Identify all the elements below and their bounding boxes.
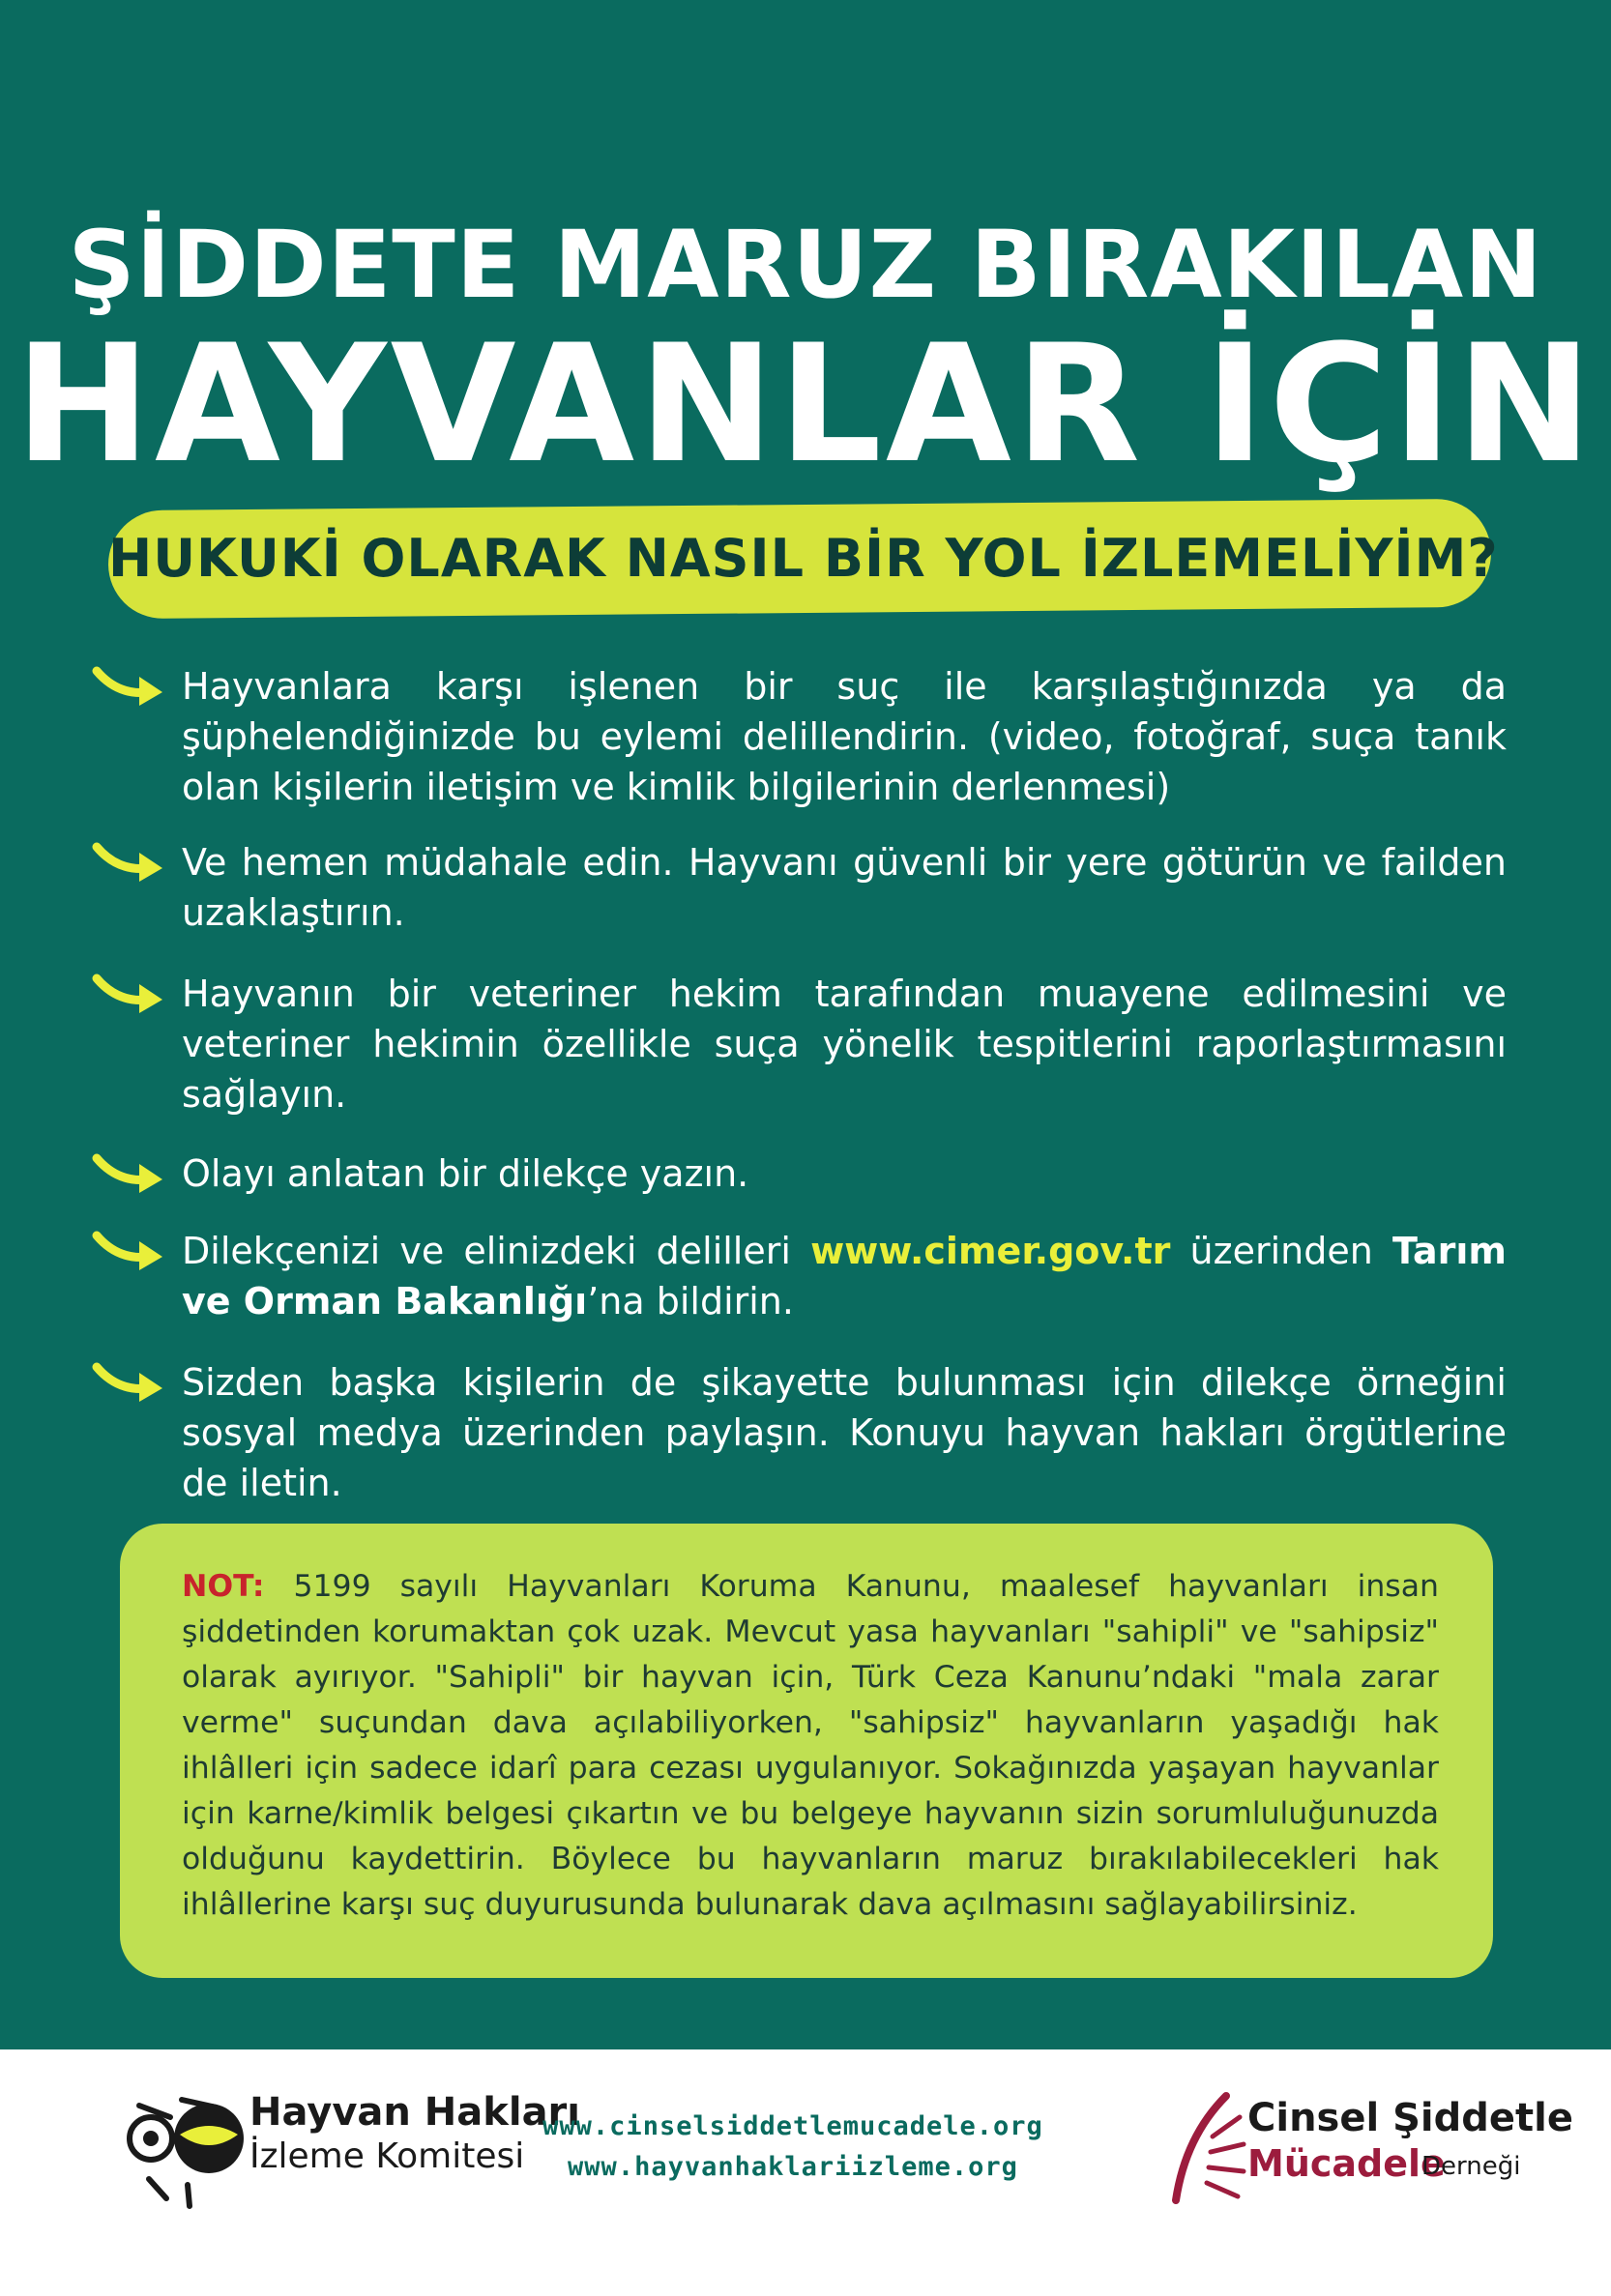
website-link[interactable]: www.cinselsiddetlemucadele.org (542, 2111, 1043, 2141)
curved-arrow-icon (89, 965, 178, 1019)
right-org-name: Cinsel Şiddetle (1247, 2096, 1573, 2140)
curved-arrow-icon (89, 833, 178, 887)
right-org-suffix: Derneği (1421, 2152, 1521, 2181)
step-text: Olayı anlatan bir dilekçe yazın. (182, 1152, 749, 1195)
curved-arrow-icon (89, 1145, 178, 1199)
step-text-part: ’na bildirin. (587, 1280, 794, 1322)
left-org-subname: İzleme Komitesi (249, 2136, 525, 2176)
step-text: Hayvanlara karşı işlenen bir suç ile karşılaştığınızda ya da şüphelendiğinizde bu eylemi delillendirin. (video, fotoğraf, suça tanık olan kişilerin iletişim ve kimlik bilgilerinin derlenmesi) (182, 665, 1507, 808)
title-line-2: HAYVANLAR İÇİN (15, 309, 1596, 499)
cimer-link[interactable]: www.cimer.gov.tr (810, 1230, 1171, 1272)
note-text (182, 1564, 1439, 1928)
step-text-part: Dilekçenizi ve elinizdeki delilleri (182, 1230, 811, 1272)
note-label: NOT: (182, 1569, 265, 1604)
curved-arrow-icon (89, 1353, 178, 1408)
curved-arrow-icon (89, 657, 178, 712)
step-text: Ve hemen müdahale edin. Hayvanı güvenli bir yere götürün ve failden uzaklaştırın. (182, 841, 1507, 934)
step-text (182, 1226, 1507, 1326)
right-org-name-accent: Mücadele (1247, 2142, 1446, 2185)
website-link[interactable]: www.hayvanhaklariizleme.org (568, 2152, 1018, 2182)
step-text-part: üzerinden (1170, 1230, 1392, 1272)
fan-lines-icon (1157, 2078, 1253, 2223)
ministry-name: Tarım ve Orman Bakanlığı (182, 1230, 1507, 1322)
step-text: Hayvanın bir veteriner hekim tarafından muayene edilmesini ve veteriner hekimin özellikle suça yönelik tespitlerini raporlaştırmasını sağlayın. (182, 973, 1507, 1116)
title-line-1: ŞİDDETE MARUZ BIRAKILAN (68, 211, 1543, 319)
step-text: Sizden başka kişilerin de şikayette bulunması için dilekçe örneğini sosyal medya üzerinden paylaşın. Konuyu hayvan hakları örgütlerine de iletin. (182, 1361, 1507, 1504)
note-body: 5199 sayılı Hayvanları Koruma Kanunu, maalesef hayvanları insan şiddetinden korumaktan çok uzak. Mevcut yasa hayvanları "sahipli" ve "sahipsiz" olarak ayırıyor. "Sahipli" bir hayvan için, Türk Ceza Kanunu’ndaki "mala zarar verme" suçundan dava açılabiliyorken, "sahipsiz" hayvanların yaşadığı hak ihlâlleri için sadece idarî para cezası uygulanıyor. Sokağınızda yaşayan hayvanlar için karne/kimlik belgesi çıkartın ve bu belgeye hayvanın sizin sorumluluğunuzda olduğunu kaydettirin. Böylece bu hayvanların maruz bırakılabilecekleri hak ihlâllerine karşı suç duyurusunda bulunarak dava açılmasını sağlayabilirsiniz. (182, 1569, 1439, 1922)
curved-arrow-icon (89, 1222, 178, 1276)
subtitle: HUKUKİ OLARAK NASIL BİR YOL İZLEMELİYİM? (108, 528, 1499, 589)
left-org-name: Hayvan Hakları (249, 2090, 580, 2135)
